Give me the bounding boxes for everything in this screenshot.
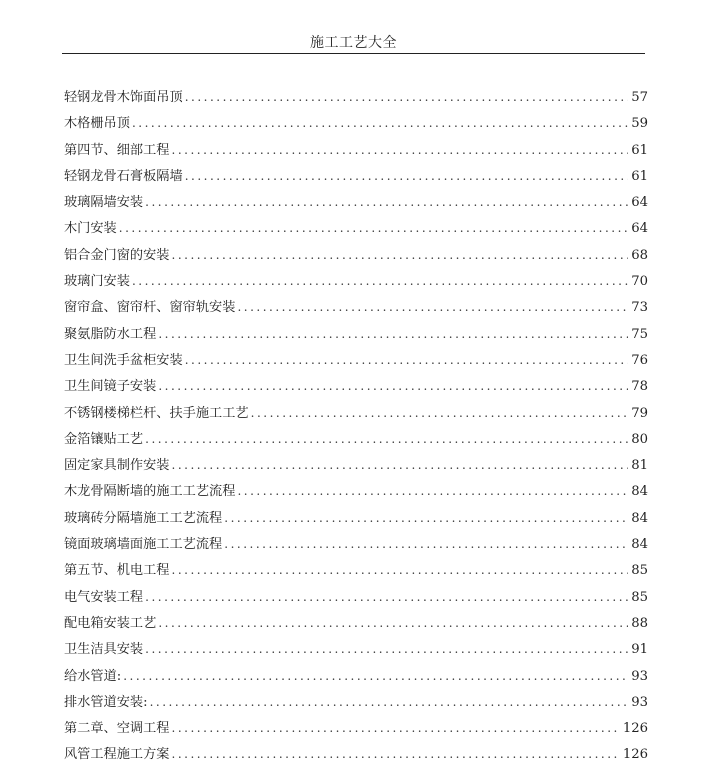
toc-entry-page: 88 bbox=[631, 615, 648, 631]
toc-dot-leader bbox=[172, 137, 629, 163]
toc-entry-page: 76 bbox=[631, 352, 648, 368]
toc-entry[interactable] bbox=[64, 321, 648, 347]
toc-dot-leader bbox=[224, 531, 628, 557]
toc-dot-leader bbox=[132, 268, 628, 294]
toc-entry-title: 卫生间镜子安装 bbox=[64, 379, 157, 395]
toc-entry[interactable] bbox=[64, 242, 648, 268]
toc-entry-page: 57 bbox=[631, 90, 648, 105]
toc-entry[interactable] bbox=[64, 452, 648, 478]
toc-entry-title: 铝合金门窗的安装 bbox=[64, 247, 170, 263]
toc-entry-title: 第四节、细部工程 bbox=[64, 142, 170, 158]
toc-entry[interactable] bbox=[64, 557, 648, 583]
toc-dot-leader bbox=[185, 84, 629, 110]
toc-entry-title: 卫生洁具安装 bbox=[64, 642, 144, 658]
toc-dot-leader bbox=[251, 400, 629, 426]
toc-entry-title: 玻璃隔墙安装 bbox=[64, 195, 144, 211]
toc-entry-page: 70 bbox=[631, 274, 648, 290]
toc-dot-leader bbox=[119, 215, 628, 241]
toc-dot-leader bbox=[185, 347, 629, 373]
table-of-contents bbox=[64, 84, 648, 768]
toc-entry-title: 固定家具制作安装 bbox=[64, 458, 170, 474]
toc-entry-page: 85 bbox=[631, 563, 648, 579]
toc-dot-leader bbox=[224, 505, 628, 531]
toc-entry-page: 78 bbox=[631, 379, 648, 395]
toc-entry-page: 85 bbox=[631, 589, 648, 605]
toc-dot-leader bbox=[123, 663, 628, 689]
toc-entry[interactable] bbox=[64, 505, 648, 531]
toc-entry-page: 64 bbox=[631, 195, 648, 211]
toc-entry-title: 给水管道: bbox=[64, 668, 122, 684]
toc-entry-page: 93 bbox=[631, 668, 648, 684]
toc-dot-leader bbox=[158, 321, 628, 347]
toc-entry-title: 第五节、机电工程 bbox=[64, 563, 170, 579]
toc-entry[interactable] bbox=[64, 636, 648, 662]
toc-entry[interactable] bbox=[64, 215, 648, 241]
toc-entry-page: 81 bbox=[631, 458, 648, 474]
toc-entry[interactable] bbox=[64, 610, 648, 636]
toc-entry-page: 61 bbox=[631, 142, 648, 158]
toc-dot-leader bbox=[158, 610, 628, 636]
header-divider bbox=[62, 53, 645, 54]
toc-dot-leader bbox=[172, 741, 620, 767]
toc-entry-title: 排水管道安装: bbox=[64, 694, 148, 710]
toc-dot-leader bbox=[172, 715, 620, 741]
toc-entry[interactable] bbox=[64, 400, 648, 426]
toc-entry-title: 卫生间洗手盆柜安装 bbox=[64, 352, 183, 368]
toc-dot-leader bbox=[172, 242, 629, 268]
toc-entry-page: 73 bbox=[631, 300, 648, 316]
toc-dot-leader bbox=[237, 478, 628, 504]
toc-entry[interactable] bbox=[64, 426, 648, 452]
toc-entry-page: 80 bbox=[631, 431, 648, 447]
toc-entry-page: 91 bbox=[631, 642, 648, 658]
toc-entry[interactable] bbox=[64, 715, 648, 741]
toc-entry-title: 轻钢龙骨石膏板隔墙 bbox=[64, 168, 183, 184]
toc-entry-page: 75 bbox=[631, 326, 648, 342]
toc-entry-title: 聚氨脂防水工程 bbox=[64, 326, 157, 342]
toc-entry-title: 玻璃砖分隔墙施工工艺流程 bbox=[64, 510, 223, 526]
toc-dot-leader bbox=[172, 452, 629, 478]
toc-dot-leader bbox=[158, 373, 628, 399]
page-header-title: 施工工艺大全 bbox=[310, 35, 397, 51]
toc-entry-title: 木门安装 bbox=[64, 221, 117, 237]
toc-entry-page: 64 bbox=[631, 221, 648, 237]
toc-entry-title: 第二章、空调工程 bbox=[64, 721, 170, 737]
toc-dot-leader bbox=[145, 584, 628, 610]
toc-entry-title: 玻璃门安装 bbox=[64, 274, 130, 290]
toc-dot-leader bbox=[132, 110, 628, 136]
toc-entry[interactable] bbox=[64, 110, 648, 136]
toc-entry-page: 79 bbox=[631, 405, 648, 421]
toc-dot-leader bbox=[145, 426, 628, 452]
toc-dot-leader bbox=[150, 689, 629, 715]
toc-entry-page: 126 bbox=[622, 721, 648, 737]
toc-entry-title: 镜面玻璃墙面施工工艺流程 bbox=[64, 537, 223, 553]
toc-entry[interactable] bbox=[64, 478, 648, 504]
toc-entry-title: 木龙骨隔断墙的施工工艺流程 bbox=[64, 484, 236, 500]
toc-entry[interactable] bbox=[64, 531, 648, 557]
toc-entry-page: 93 bbox=[631, 694, 648, 710]
toc-entry-title: 电气安装工程 bbox=[64, 589, 144, 605]
toc-entry-title: 风管工程施工方案 bbox=[64, 747, 170, 763]
toc-entry[interactable] bbox=[64, 268, 648, 294]
toc-entry[interactable] bbox=[64, 189, 648, 215]
toc-entry-title: 金箔镶贴工艺 bbox=[64, 431, 144, 447]
toc-entry-page: 84 bbox=[631, 484, 648, 500]
toc-entry-title: 不锈钢楼梯栏杆、扶手施工工艺 bbox=[64, 405, 249, 421]
toc-entry[interactable] bbox=[64, 741, 648, 767]
toc-dot-leader bbox=[237, 294, 628, 320]
toc-entry-title: 轻钢龙骨木饰面吊顶 bbox=[64, 90, 183, 105]
toc-entry[interactable] bbox=[64, 663, 648, 689]
toc-entry-title: 窗帘盒、窗帘杆、窗帘轨安装 bbox=[64, 300, 236, 316]
toc-dot-leader bbox=[145, 636, 628, 662]
toc-entry[interactable] bbox=[64, 689, 648, 715]
toc-entry-title: 配电箱安装工艺 bbox=[64, 615, 157, 631]
toc-dot-leader bbox=[145, 189, 628, 215]
toc-entry-page: 59 bbox=[631, 116, 648, 132]
toc-entry-page: 68 bbox=[631, 247, 648, 263]
toc-entry-title: 木格栅吊顶 bbox=[64, 116, 130, 132]
toc-dot-leader bbox=[172, 557, 629, 583]
toc-entry[interactable] bbox=[64, 373, 648, 399]
toc-entry-page: 61 bbox=[631, 168, 648, 184]
toc-entry[interactable] bbox=[64, 294, 648, 320]
toc-entry-page: 84 bbox=[631, 510, 648, 526]
toc-entry-page: 126 bbox=[622, 747, 648, 763]
toc-entry[interactable] bbox=[64, 584, 648, 610]
toc-entry[interactable] bbox=[64, 84, 648, 110]
toc-entry[interactable] bbox=[64, 347, 648, 373]
toc-entry[interactable] bbox=[64, 137, 648, 163]
toc-entry-page: 84 bbox=[631, 537, 648, 553]
toc-entry[interactable] bbox=[64, 163, 648, 189]
toc-dot-leader bbox=[185, 163, 629, 189]
